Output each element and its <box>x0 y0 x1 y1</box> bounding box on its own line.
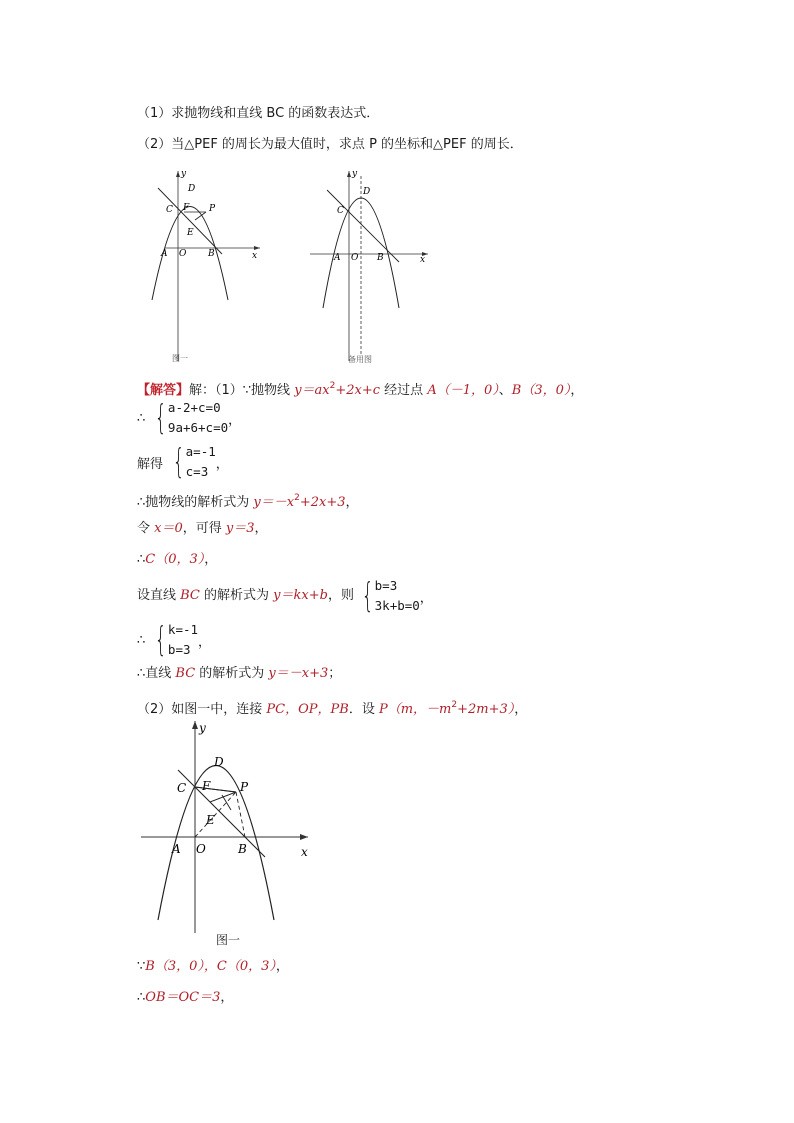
fig1-label-C: C <box>166 205 173 215</box>
question-2: （2）当△PEF 的周长为最大值时，求点 P 的坐标和△PEF 的周长． <box>137 137 523 152</box>
solution-line-7: 设直线 BC 的解析式为 y＝kx+b，则 <box>137 588 354 603</box>
solution-line-4: ∴抛物线的解析式为 $y=-x^2+2x+3$， <box>137 493 359 510</box>
big-label-F: F <box>202 779 211 793</box>
fig2-label-D: D <box>363 187 371 197</box>
equation-system-1: ∴ { a-2+c=0 9a+6+c=0 ， <box>137 398 242 438</box>
question-1: （1）求抛物线和直线 BC 的函数表达式． <box>137 106 380 121</box>
big-label-A: A <box>172 842 181 856</box>
fig1-label-D: D <box>188 184 196 194</box>
big-label-C: C <box>177 781 187 795</box>
equation-system-2: 解得 { a=-1 c=3 ， <box>137 442 229 482</box>
big-label-D: D <box>214 755 224 769</box>
fig2-label-A: A <box>334 253 341 263</box>
fig2-label-O: O <box>351 253 359 263</box>
figure-2-spare <box>305 168 435 368</box>
brace: { <box>172 442 185 482</box>
solution-line-9: ∴直线 BC 的解析式为 y＝－x+3； <box>137 666 342 681</box>
solution-line-6: ∴C（0，3）， <box>137 552 218 567</box>
big-caption: 图一 <box>216 933 241 947</box>
brace: { <box>155 620 167 660</box>
fig1-label-E: E <box>187 228 194 238</box>
big-label-O: O <box>196 842 206 856</box>
equation-system-3: { b=3 3k+b=0 ， <box>361 576 433 616</box>
big-label-y: y <box>199 721 206 735</box>
solution-line-1: 【解答】解：（1）∵抛物线 $y=ax^2+2x+c$ 经过点 A（－1，0）、B（3，0）， <box>137 381 584 398</box>
big-label-E: E <box>206 813 215 827</box>
fig2-label-y: y <box>352 169 358 179</box>
fig2-label-x: x <box>420 255 426 265</box>
fig2-caption: 备用图 <box>348 355 372 364</box>
fig2-label-C: C <box>337 206 344 216</box>
fig1-label-y: y <box>181 169 187 179</box>
fig1-label-F: F <box>183 203 190 213</box>
big-label-P: P <box>240 780 249 794</box>
fig1-caption: 图一 <box>172 354 188 363</box>
figure-1 <box>160 168 270 368</box>
equation-system-4: ∴ { k=-1 b=3 ， <box>137 620 212 660</box>
big-label-x: x <box>301 845 308 859</box>
brace: { <box>361 576 374 616</box>
brace: { <box>155 398 167 438</box>
fig2-label-B: B <box>377 253 384 263</box>
answer-tag: 【解答】 <box>137 383 190 398</box>
solution-line-12: ∴OB＝OC＝3， <box>137 990 234 1005</box>
fig1-label-O: O <box>179 249 187 259</box>
solution-line-11: ∵B（3，0），C（0，3）， <box>137 959 289 974</box>
figure-1-large <box>138 718 318 948</box>
fig1-label-A: A <box>161 249 168 259</box>
fig1-label-P: P <box>209 204 216 214</box>
fig1-label-x: x <box>252 251 258 261</box>
solution-line-10: （2）如图一中，连接 PC，OP，PB．设 P（m，$-m^2+2m+3$）， <box>137 700 528 717</box>
solution-line-5: 令 x＝0，可得 y＝3， <box>137 521 268 536</box>
fig1-label-B: B <box>208 249 215 259</box>
big-label-B: B <box>238 842 247 856</box>
